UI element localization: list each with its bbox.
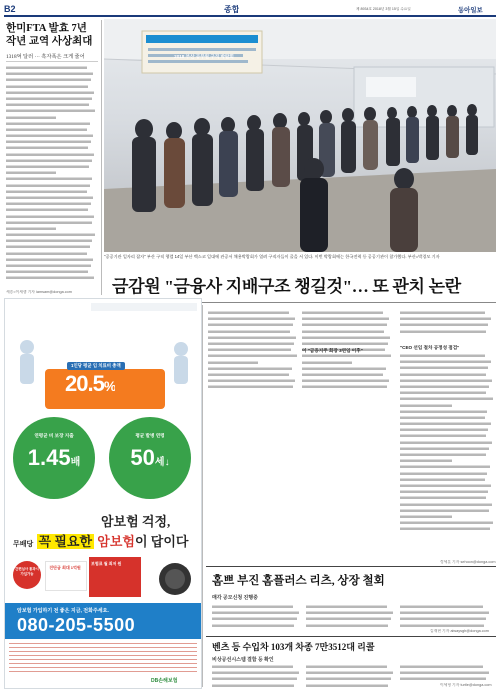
ad-tagline-must: 꼭 필요한 [38, 534, 93, 549]
body-line [212, 623, 294, 629]
ad-badge-left-text: 간편심사 통과시 가입가능 [15, 567, 39, 576]
ad-robot [155, 561, 195, 597]
body-line [208, 384, 293, 390]
benz-body-col2 [306, 664, 396, 689]
ad-tagline-product: 암보험 [97, 534, 135, 549]
column-divider-2 [202, 305, 203, 687]
insurance-ad [4, 298, 202, 689]
homeplus-body-col2 [306, 604, 396, 629]
homeplus-top-rule [206, 566, 496, 567]
fss-byline: 정세훈 기자 sehoon@donga.com [440, 560, 496, 564]
ad-phone-number[interactable]: 080-205-5500 [17, 615, 136, 635]
column-divider [101, 20, 102, 295]
body-line [400, 676, 486, 682]
ad-percent-label: 1인당 평균 임 치료비 총액 [67, 362, 125, 370]
fss-body-col3b [400, 353, 494, 533]
ad-phone-label: 암보험 가입하기 전 좋은 지금, 전화주세요. [17, 608, 109, 614]
ad-top-banner [91, 303, 197, 311]
date-line: 제 8934호 2018년 3월 15일 수요일 [356, 7, 411, 11]
fss-headline: 금감원 "금융사 지배구조 챙길것"… 또 관치 논란 [112, 277, 461, 296]
body-line [212, 683, 294, 689]
homeplus-subtitle: 매각 공모신청 진행중 [212, 596, 258, 601]
masthead: 동아일보 [458, 7, 483, 14]
ad-tagline-2 [13, 531, 199, 550]
ad-right-unit: 세↓ [154, 457, 170, 468]
ad-right-value [117, 445, 183, 471]
fss-subhead-b: "CEO 선임 절차 공정성 점검" [400, 345, 460, 350]
ad-left-number: 1.45 [27, 445, 71, 470]
ad-brand: DB손해보험 [151, 678, 178, 684]
benz-top-rule [206, 636, 496, 637]
body-line [306, 683, 388, 689]
ad-tagline-1: 암보험 걱정, [101, 514, 171, 529]
ad-left-label: 연평균 비 보장 지출 [34, 433, 74, 438]
ad-left-unit: 배 [70, 457, 81, 468]
fta-rule [6, 61, 98, 62]
benz-byline: 이세형 기자 turtle@donga.com [440, 683, 492, 687]
ad-tagline-nodiv: 무배당 [13, 540, 34, 548]
fss-body-col3 [400, 310, 494, 340]
fta-body [6, 65, 96, 287]
ad-figures [5, 319, 201, 399]
ad-percent-unit: % [103, 378, 116, 394]
body-line [400, 329, 486, 335]
ad-promo-text: 보험료 월 최저 원 [91, 561, 122, 566]
ad-right-label: 평균 발병 연령 [135, 433, 165, 438]
benz-subtitle: 비상공선시스템 결함 등 확인 [212, 658, 274, 663]
ad-tagline-answer: 이 답이다 [134, 534, 189, 549]
ad-fine-print [9, 643, 197, 673]
ad-left-value [21, 445, 87, 471]
ad-percent-number: 20.5 [65, 371, 104, 396]
photo-caption: "공공기관 일자리 잡자" 부산 구직 행렬 14일 부산 벡스코 일대에 관공서 채용박람회가 열려 구직자들이 줄을 서 있다. 이번 박람회에는 한국전력 등 공공기관이 참가했다. 부산=박경모 기자 [104, 254, 440, 259]
ad-right-number: 50 [130, 445, 155, 470]
section-label: 종합 [224, 5, 240, 14]
fss-body-col1 [208, 310, 298, 395]
body-line [400, 526, 490, 532]
page-number: B2 [4, 4, 16, 14]
header-rule [4, 15, 496, 17]
homeplus-body-col1 [212, 604, 302, 629]
body-line [306, 623, 388, 629]
benz-body-col3 [400, 664, 492, 683]
news-photo [104, 19, 496, 252]
body-line [6, 275, 94, 281]
benz-body-col1 [212, 664, 302, 689]
fta-title-line2: 작년 교역 사상최대 [6, 36, 93, 47]
fta-title-line1: 한미FTA 발효 7년 [6, 23, 87, 34]
homeplus-byline: 김재현 기자 alwaysgh@donga.com [430, 629, 489, 633]
benz-title: 벤츠 등 수입차 103개 차종 7만3512대 리콜 [212, 642, 375, 652]
fta-byline: 세종=이새샘 기자 iamsam@donga.com [6, 290, 72, 294]
body-line [400, 623, 484, 629]
fta-subtitle: 1318억 달러 ··· 흑자폭은 크게 줄어 [6, 54, 85, 60]
ad-badge-mid-text: 진단금 최대 1억원 [49, 565, 81, 570]
fss-subhead-a: 이 "금융지주 회장 3연임 이후" [302, 348, 363, 353]
homeplus-body-col3 [400, 604, 492, 629]
photo-sign-text: 2018 부산 공무원 구직 박람회 [174, 54, 234, 59]
homeplus-title: 홈쁘 부진 홈플러스 리츠, 상장 철회 [212, 575, 385, 587]
body-line [302, 384, 387, 390]
